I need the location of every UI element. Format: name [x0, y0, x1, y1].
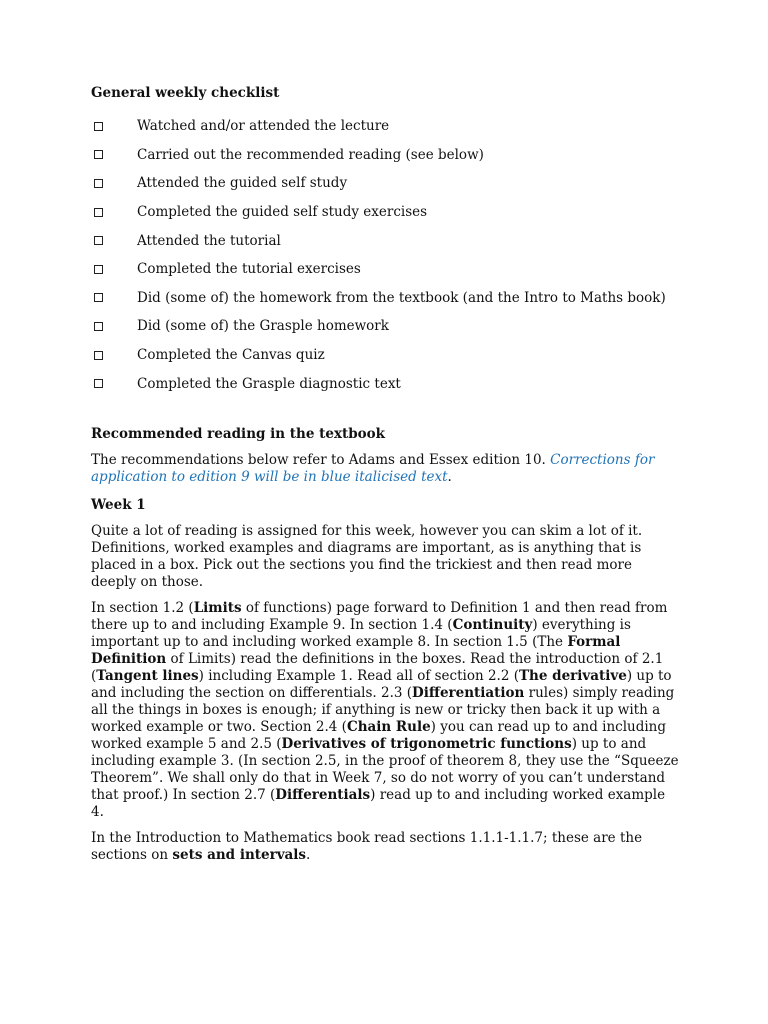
checklist-item[interactable]: [91, 169, 681, 198]
checklist-item-label: Attended the guided self study: [137, 175, 348, 192]
bold-term: Tangent lines: [96, 667, 199, 684]
bold-term: Continuity: [452, 616, 533, 633]
checklist-item[interactable]: [91, 112, 681, 141]
checkbox-icon[interactable]: [94, 379, 103, 388]
checklist-item[interactable]: [91, 141, 681, 170]
checklist-item-label: Completed the Grasple diagnostic text: [137, 375, 401, 392]
checkbox-icon[interactable]: [94, 322, 103, 331]
text-run: of functions) page forward to Definition 1 and then read from there up to and including Example 9. In section 1.4 (: [91, 599, 668, 633]
bold-term: Differentials: [275, 786, 371, 803]
bold-term: Chain Rule: [346, 718, 431, 735]
checklist-item-label: Did (some of) the homework from the textbook (and the Intro to Maths book): [137, 289, 666, 306]
bold-term: Formal Definition: [91, 633, 621, 667]
text-run: ) up to and including example 3. (In section 2.5, in the proof of theorem 8, they use the “Squeeze Theorem”. We shall only do that in Week 7, so do not worry of you can’t understand that proof.) In section 2.7 (: [91, 735, 679, 803]
checklist-item[interactable]: [91, 312, 681, 341]
reading-intro-end: .: [447, 468, 452, 485]
text-run: ) everything is important up to and including worked example 8. In section 1.5 (The: [91, 616, 631, 650]
text-run: ) including Example 1. Read all of section 2.2 (: [198, 667, 519, 684]
bold-term: sets and intervals: [172, 846, 307, 863]
checklist-item[interactable]: [91, 198, 681, 227]
checklist-item[interactable]: [91, 284, 681, 313]
week1-paragraph-1: Quite a lot of reading is assigned for this week, however you can skim a lot of it. Definitions, worked examples and diagrams are important, as is anything that is placed in a box. Pick out the sections you find the trickiest and then read more deeply on those.: [91, 522, 643, 590]
checklist-item[interactable]: [91, 255, 681, 284]
correction-note: Corrections for application to edition 9 will be in blue italicised text: [91, 451, 655, 485]
week-title: Week 1: [91, 496, 146, 513]
bold-term: Differentiation: [412, 684, 525, 701]
checklist-item-label: Completed the guided self study exercises: [137, 204, 428, 221]
checkbox-icon[interactable]: [94, 351, 103, 360]
checkbox-icon[interactable]: [94, 265, 103, 274]
checkbox-icon[interactable]: [94, 293, 103, 302]
weekly-checklist: [91, 112, 681, 398]
checklist-item-label: Attended the tutorial: [137, 232, 281, 249]
checklist-item-label: Completed the Canvas quiz: [137, 347, 325, 364]
week1-paragraph-3: [91, 830, 681, 864]
reading-title: Recommended reading in the textbook: [91, 425, 386, 442]
bold-term: Limits: [193, 599, 242, 616]
checkbox-icon[interactable]: [94, 150, 103, 159]
week1-paragraph-2: [91, 600, 681, 821]
checklist-item[interactable]: [91, 341, 681, 370]
checkbox-icon[interactable]: [94, 122, 103, 131]
checkbox-icon[interactable]: [94, 208, 103, 217]
bold-term: The derivative: [519, 667, 627, 684]
checklist-item[interactable]: [91, 226, 681, 255]
text-run: rules) simply reading all the things in boxes is enough; if anything is new or tricky then back it up with a worked example or two. Section 2.4 (: [91, 684, 675, 735]
checklist-title: General weekly checklist: [91, 85, 280, 101]
checklist-item[interactable]: [91, 369, 681, 398]
checklist-item-label: Watched and/or attended the lecture: [137, 118, 390, 135]
document-content: [91, 84, 681, 864]
checklist-item-label: Completed the tutorial exercises: [137, 261, 361, 278]
text-run: .: [306, 846, 311, 863]
text-run: In section 1.2 (: [91, 599, 194, 616]
reading-intro-text: The recommendations below refer to Adams and Essex edition 10.: [91, 451, 546, 468]
bold-term: Derivatives of trigonometric functions: [281, 735, 572, 752]
text-run: In the Introduction to Mathematics book read sections 1.1.1-1.1.7; these are the sections on: [91, 829, 643, 863]
text-run: ) up to and including the section on differentials. 2.3 (: [91, 667, 672, 701]
text-run: ) you can read up to and including worked example 5 and 2.5 (: [91, 718, 667, 752]
checklist-item-label: Did (some of) the Grasple homework: [137, 318, 389, 335]
reading-intro: [91, 452, 681, 486]
text-run: of Limits) read the definitions in the boxes. Read the introduction of 2.1 (: [91, 650, 664, 684]
text-run: ) read up to and including worked example 4.: [91, 786, 666, 820]
checklist-item-label: Carried out the recommended reading (see below): [137, 146, 484, 163]
checkbox-icon[interactable]: [94, 179, 103, 188]
checkbox-icon[interactable]: [94, 236, 103, 245]
